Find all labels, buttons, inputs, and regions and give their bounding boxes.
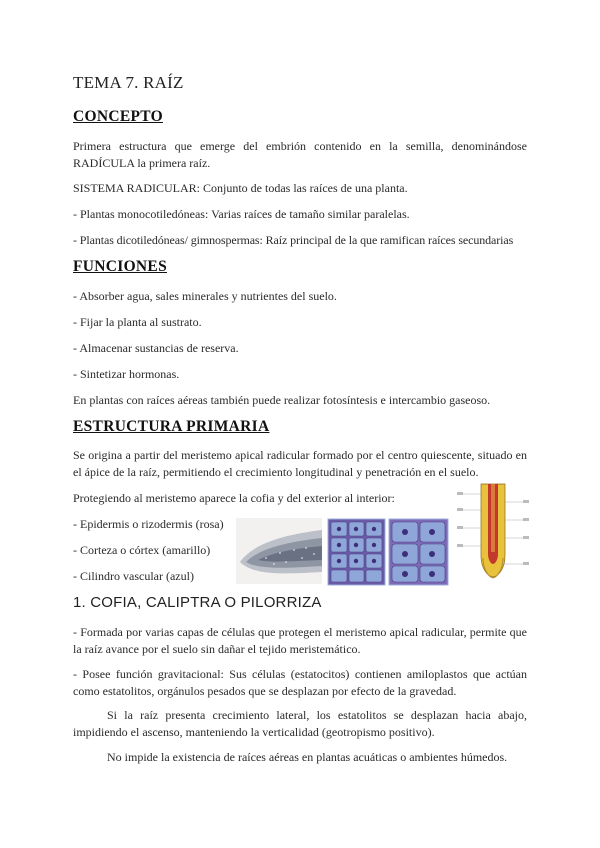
- funciones-note: En plantas con raíces aéreas también puede realizar fotosíntesis e intercambio gaseoso.: [73, 393, 491, 407]
- estructura-paragraph-2: Protegiendo al meristemo aparece la cofia y del exterior al interior:: [73, 491, 395, 505]
- funciones-item-1: - Absorber agua, sales minerales y nutrientes del suelo.: [73, 289, 337, 303]
- concepto-paragraph-3: - Plantas monocotiledóneas: Varias raíces de tamaño similar paralelas.: [73, 207, 410, 221]
- layer-item-cilindro: - Cilindro vascular (azul): [73, 569, 194, 583]
- layer-item-corteza: - Corteza o córtex (amarillo): [73, 543, 211, 557]
- heading-estructura-primaria: ESTRUCTURA PRIMARIA: [73, 418, 270, 435]
- funciones-item-4: - Sintetizar hormonas.: [73, 367, 180, 381]
- heading-concepto: CONCEPTO: [73, 108, 163, 125]
- page-title: TEMA 7. RAÍZ: [73, 73, 184, 92]
- cofia-paragraph-1: - Formada por varias capas de células que protegen el meristemo apical radicular, permite que la raíz avance por el suelo sin dañar el tejido meristemático.: [73, 625, 527, 656]
- concepto-paragraph-2: SISTEMA RADICULAR: Conjunto de todas las raíces de una planta.: [73, 181, 408, 195]
- concepto-paragraph-4: - Plantas dicotiledóneas/ gimnospermas: Raíz principal de la que ramifican raíces secundarias: [73, 233, 514, 247]
- heading-cofia: 1. COFIA, CALIPTRA O PILORRIZA: [73, 594, 322, 611]
- heading-funciones: FUNCIONES: [73, 258, 167, 275]
- root-tip-micrograph-image: [236, 518, 322, 584]
- cell-micrograph-image: [327, 516, 449, 586]
- estructura-paragraph-1: Se origina a partir del meristemo apical radicular formado por el centro quiescente, situado en el ápice de la raíz, permitiendo el crecimiento longitudinal y penetración en el suelo.: [73, 448, 527, 479]
- cofia-paragraph-4: No impide la existencia de raíces aéreas en plantas acuáticas o ambientes húmedos.: [107, 750, 508, 764]
- funciones-item-2: - Fijar la planta al sustrato.: [73, 315, 202, 329]
- layer-item-epidermis: - Epidermis o rizodermis (rosa): [73, 517, 224, 531]
- root-longitudinal-diagram: [455, 480, 531, 580]
- funciones-item-3: - Almacenar sustancias de reserva.: [73, 341, 239, 355]
- cofia-paragraph-3: Si la raíz presenta crecimiento lateral, los estatolitos se desplazan hacia abajo, impidiendo el ascenso, manteniendo la verticalidad (geotropismo positivo).: [73, 708, 527, 739]
- concepto-paragraph-1: Primera estructura que emerge del embrión contenido en la semilla, denominándose RADÍCULA la primera raíz.: [73, 139, 527, 170]
- cofia-paragraph-2: - Posee función gravitacional: Sus células (estatocitos) contienen amiloplastos que actúan como estatolitos, orgánulos pesados que se desplazan por efecto de la gravedad.: [73, 667, 527, 698]
